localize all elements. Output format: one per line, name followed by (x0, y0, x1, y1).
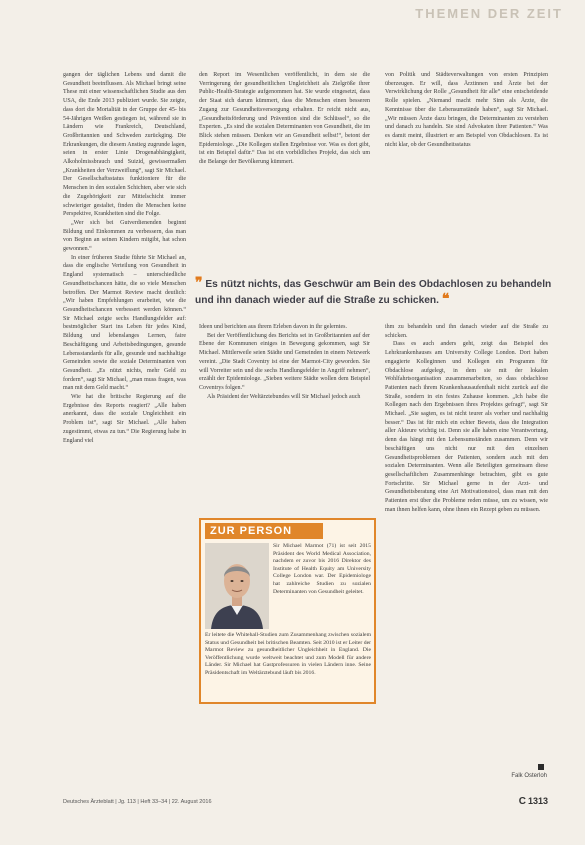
paragraph: Dass es auch anders geht, zeigt das Beispiel des Lehrkrankenhauses am University College London. Dort haben engagierte Kolleginnen und Kollegen ein Programm für Obdachlose aufgelegt, in dem sie mit der lokalen Wohlfahrtsorganisation zusammenarbeiten, so dass obdachlose Patienten nach ihrem Krankenhausaufenthalt nicht zurück auf die Straße, sondern in ein festes Zuhause kommen. „Ich habe die Kollegen nach den Ergebnissen ihres Projektes gefragt“, sagt Sir Michael. „Sie sagten, es ist nicht teurer als vorher und nachhaltig besser.“ Das ist für mich ein echter Beweis, dass die Integration aller Akteure wichtig ist. Denn sie alle haben eine Verantwortung, denn das hängt mit den Lebensumständen zusammen. Denn wir beschäftigen uns nicht nur mit den einzelnen Gesundheitsproblemen der Patienten, sondern auch mit den sozialen Determinanten. Wenn alle Beteiligten gemeinsam diese gesellschaftlichen Zusammenhänge betrachten, gibt es gute Fortschritte. Sir Michael gerne in der Arzt- und Gesundheitsberatung eine Art Motivationstool, dass man mit den Patienten erst über die Probleme reden müsse, um zu wissen, wie man ihnen helfen kann, ohne ihnen ein Rezept geben zu müssen. (385, 341, 548, 513)
quote-close-icon: ❝ (441, 289, 450, 306)
page-prefix: C (518, 796, 526, 807)
paragraph: gangen der täglichen Lebens und damit die Gesundheit beeinflussen. Als Michael bringt seine These mit einer wissenschaftlichen Studie aus den USA, die Ende 2013 publiziert wurde. Sie zeigte, dass dort die Mortalität in der Gruppe der 45- bis 54-Jährigen Weißen gestiegen ist, während sie in Ländern wie Frankreich, Deutschland, Großbritannien und Schweden zurückging. Die Erkrankungen, die diesem Anstieg zugrunde lagen, seien in erster Linie Drogenabhängigkeit, Alkoholmissbrauch und Suizid, gewissermaßen „Krankheiten der Verzweiflung“, sagt Sir Michael. Der Gesellschaftsstatus funktioniere für die Menschen in den sozialen Schichten, aber wie sich die Zugehörigkeit zur Mittelschicht immer schwieriger gestaltet, finden die Menschen keine Perspektive, Krankheiten sind die Folge. (63, 72, 186, 218)
article-column-2-top (199, 71, 370, 274)
page-footer (63, 796, 548, 808)
paragraph: ihm zu behandeln und ihn danach wieder auf die Straße zu schicken. (385, 324, 548, 339)
paragraph: Ideen und berichten aus ihrem Erleben davon in ihr gelerntes. (199, 324, 347, 330)
section-label: THEMEN DER ZEIT (415, 6, 563, 21)
portrait-photo (205, 543, 269, 629)
portrait-icon (205, 543, 269, 629)
author-name: Falk Osterloh (511, 773, 547, 779)
footer-citation: Deutsches Ärzteblatt | Jg. 113 | Heft 33–34 | 22. August 2016 (63, 799, 212, 805)
profile-box (199, 518, 376, 704)
profile-text-upper: Sir Michael Marmot (71) ist seit 2015 Präsident des World Medical Association, nachdem er zuvor bis 2016 Direktor des Institute of Health Equity am University College London war. Der Epidemiologe hat zahlreiche Studien zu sozialen Determinanten von Gesundheit geleitet. (273, 543, 371, 595)
profile-box-heading: ZUR PERSON (205, 523, 323, 539)
paragraph: Als Präsident der Weltärztebundes will Sir Michael jedoch auch (207, 393, 361, 400)
end-of-article-mark (538, 764, 544, 770)
paragraph: den Report im Wesentlichen veröffentlicht, in dem sie die Verringerung der gesundheitlichen Ungleichheit als Zielgröße ihrer Public-Health-Strategie aufgenommen hat. Sie wurde eingesetzt, dass der Staat sich darum kümmert, dass die Menschen einen besseren Zugang zur Gesundheitsversorgung erhalten. Er reicht nicht aus, „Gesundheitsförderung und Prävention sind die Schlüssel“, so die Experten. „Es sind die sozialen Determinanten von Gesundheit, die im Blick stehen müssen. Denken wir an Gesundheit selbst!“, betont der Epidemiologe. „Die Kollegen stellen Ergebnisse vor. Was es dort gibt, ist ein Beispiel dafür.“ Das ist ein vorbildliches Projekt, das sich um die Belange der Bevölkerung kümmert. (199, 72, 370, 166)
profile-text-lower: Er leitete die Whitehall-Studien zum Zusammenhang zwischen sozialem Status und Gesundheit bei britischen Beamten. Seit 2010 ist er Leiter der Marmot Review zu gesundheitlicher Ungleichheit in England. Die Veröffentlichung wurde weltweit beachtet und zum Modell für andere Länder. Sir Michael hat Gastprofessuren in vielen Ländern inne. Seine Präsidentschaft im Weltärztebund läuft bis 2016. (205, 632, 371, 676)
page-number (519, 796, 548, 807)
article-column-2-middle (199, 323, 370, 497)
paragraph: In einer früheren Studie führte Sir Michael an, dass die englische Verteilung von Gesundheit in England systematisch – unterschiedliche Gesundheitschancen hätte, die so viele Menschen betroffen. Der Marmot Review macht deutlich: „Wir haben Empfehlungen erarbeitet, wie die Gesundheitschancen verbessert werden können.“ Sir Michael zeigte sechs Handlungsfelder auf: bestmöglicher Start ins Leben für jedes Kind, Bildung und lebenslanges Lernen, faire Beschäftigung und Arbeitsbedingungen, gesunde Lebensstandards für alle, gesunde und nachhaltige Gemeinden sowie die soziale Determinanten von Gesundheit. „Es nützt nichts, mehr Geld zu fordern“, sagt Sir Michael, „man muss fragen, was man mit dem Geld macht.“ (63, 254, 186, 392)
paragraph: Wie hat die britische Regierung auf die Ergebnisse des Reports reagiert? „Alle haben anerkannt, dass die soziale Ungleichheit ein Problem ist“, sagt Sir Michael. „Alle haben zugestimmt, etwas zu tun.“ Die Regierung habe in England viel (63, 394, 186, 444)
pull-quote (195, 276, 557, 318)
pull-quote-text: Es nützt nichts, das Geschwür am Bein des Obdachlosen zu behandeln und ihn danach wieder auf die Straße zu schicken. (195, 279, 552, 306)
page-number-value: 1313 (527, 796, 548, 806)
article-column-3-lower (385, 323, 548, 768)
paragraph: Bei der Veröffentlichung des Berichts sei in Großbritannien auf der Ebene der Kommunen einiges in Bewegung gekommen, sagt Sir Michael. Mittlerweile seien Städte und Gemeinden in einem Netzwerk vereint. „Die Stadt Coventry ist eine der Marmot-City geworden. Sie will Vorreiter sein und die sechs Handlungsfelder in Angriff nehmen“, erzählt der Epidemiologe. „Sieben weitere Städte wollen dem Beispiel Coventrys folgen.“ (199, 332, 370, 391)
article-column-3-top (385, 71, 548, 274)
paragraph: von Politik und Städteverwaltungen von ersten Prinzipien überzeugen. Er will, dass Ärztinnen und Ärzte bei der Verwirklichung der Rolle „Gesundheit für alle“ eine entscheidende Rolle spielen. „Niemand macht mehr Sinn als Ärzte, die Kenntnisse über die Lebensumstände haben“, sagt Sir Michael. „Wir müssen Ärzte dazu bringen, die Determinanten zu verstehen und danach zu handeln. Sie sind Advokaten ihrer Patienten.“ Was es damit meint, illustriert er am Beispiel von Obdachlosen. Es ist nicht klar, ob der Gesundheitsstatus (385, 72, 548, 148)
article-column-1 (63, 71, 186, 783)
quote-open-icon: ❞ (195, 274, 203, 290)
paragraph: „Wer sich bei Gutverdienenden beginnt Bildung und Einkommen zu verbessern, das man von Beginn an seinen Kindern mitgibt, hat schon gewonnen.“ (63, 219, 186, 253)
